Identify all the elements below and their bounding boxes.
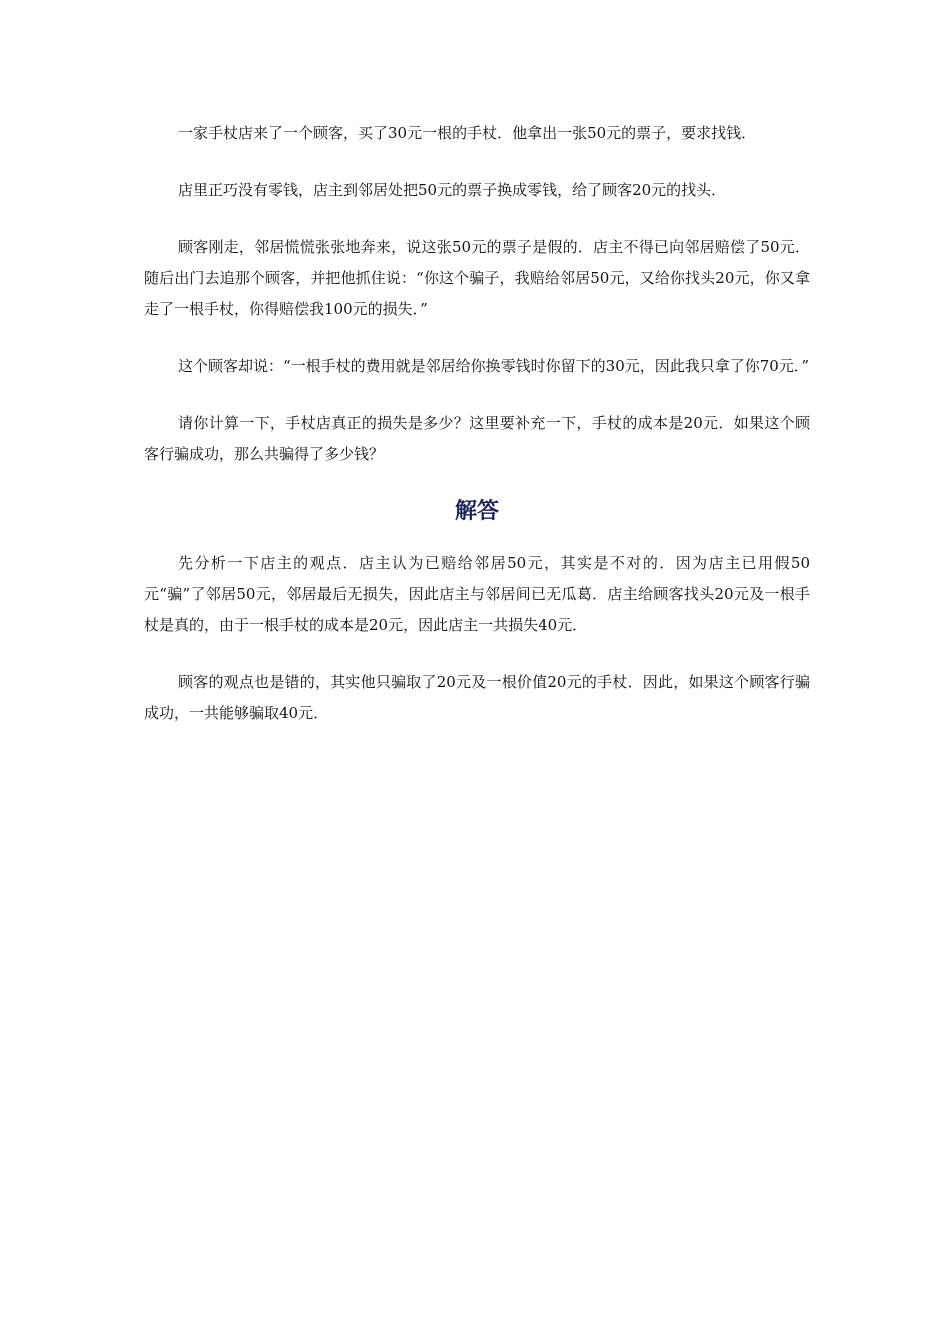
question-paragraph-4: 这个顾客却说：“一根手杖的费用就是邻居给你换零钱时你留下的30元，因此我只拿了你70元．” — [178, 357, 810, 375]
answer-heading: 解答 — [454, 499, 499, 524]
document-page — [144, 118, 810, 755]
answer-paragraph-2: 顾客的观点也是错的，其实他只骗取了20元及一根价值20元的手杖．因此，如果这个顾客行骗成功，一共能够骗取40元． — [144, 673, 810, 722]
question-paragraph-1: 一家手杖店来了一个顾客，买了30元一根的手杖．他拿出一张50元的票子，要求找钱． — [178, 124, 757, 142]
question-paragraph-3: 顾客刚走，邻居慌慌张张地奔来，说这张50元的票子是假的．店主不得已向邻居赔偿了50元．随后出门去追那个顾客，并把他抓住说：“你这个骗子，我赔给邻居50元，又给你找头20元，你又拿走了一根手杖，你得赔偿我100元的损失．” — [144, 238, 810, 318]
question-paragraph-5: 请你计算一下，手杖店真正的损失是多少？这里要补充一下，手杖的成本是20元．如果这个顾客行骗成功，那么共骗得了多少钱？ — [144, 414, 810, 463]
answer-paragraph-1: 先分析一下店主的观点．店主认为已赔给邻居50元，其实是不对的．因为店主已用假50元“骗”了邻居50元，邻居最后无损失，因此店主与邻居间已无瓜葛．店主给顾客找头20元及一根手杖是真的，由于一根手杖的成本是20元，因此店主一共损失40元． — [144, 554, 810, 634]
question-paragraph-2: 店里正巧没有零钱，店主到邻居处把50元的票子换成零钱，给了顾客20元的找头． — [178, 181, 727, 199]
